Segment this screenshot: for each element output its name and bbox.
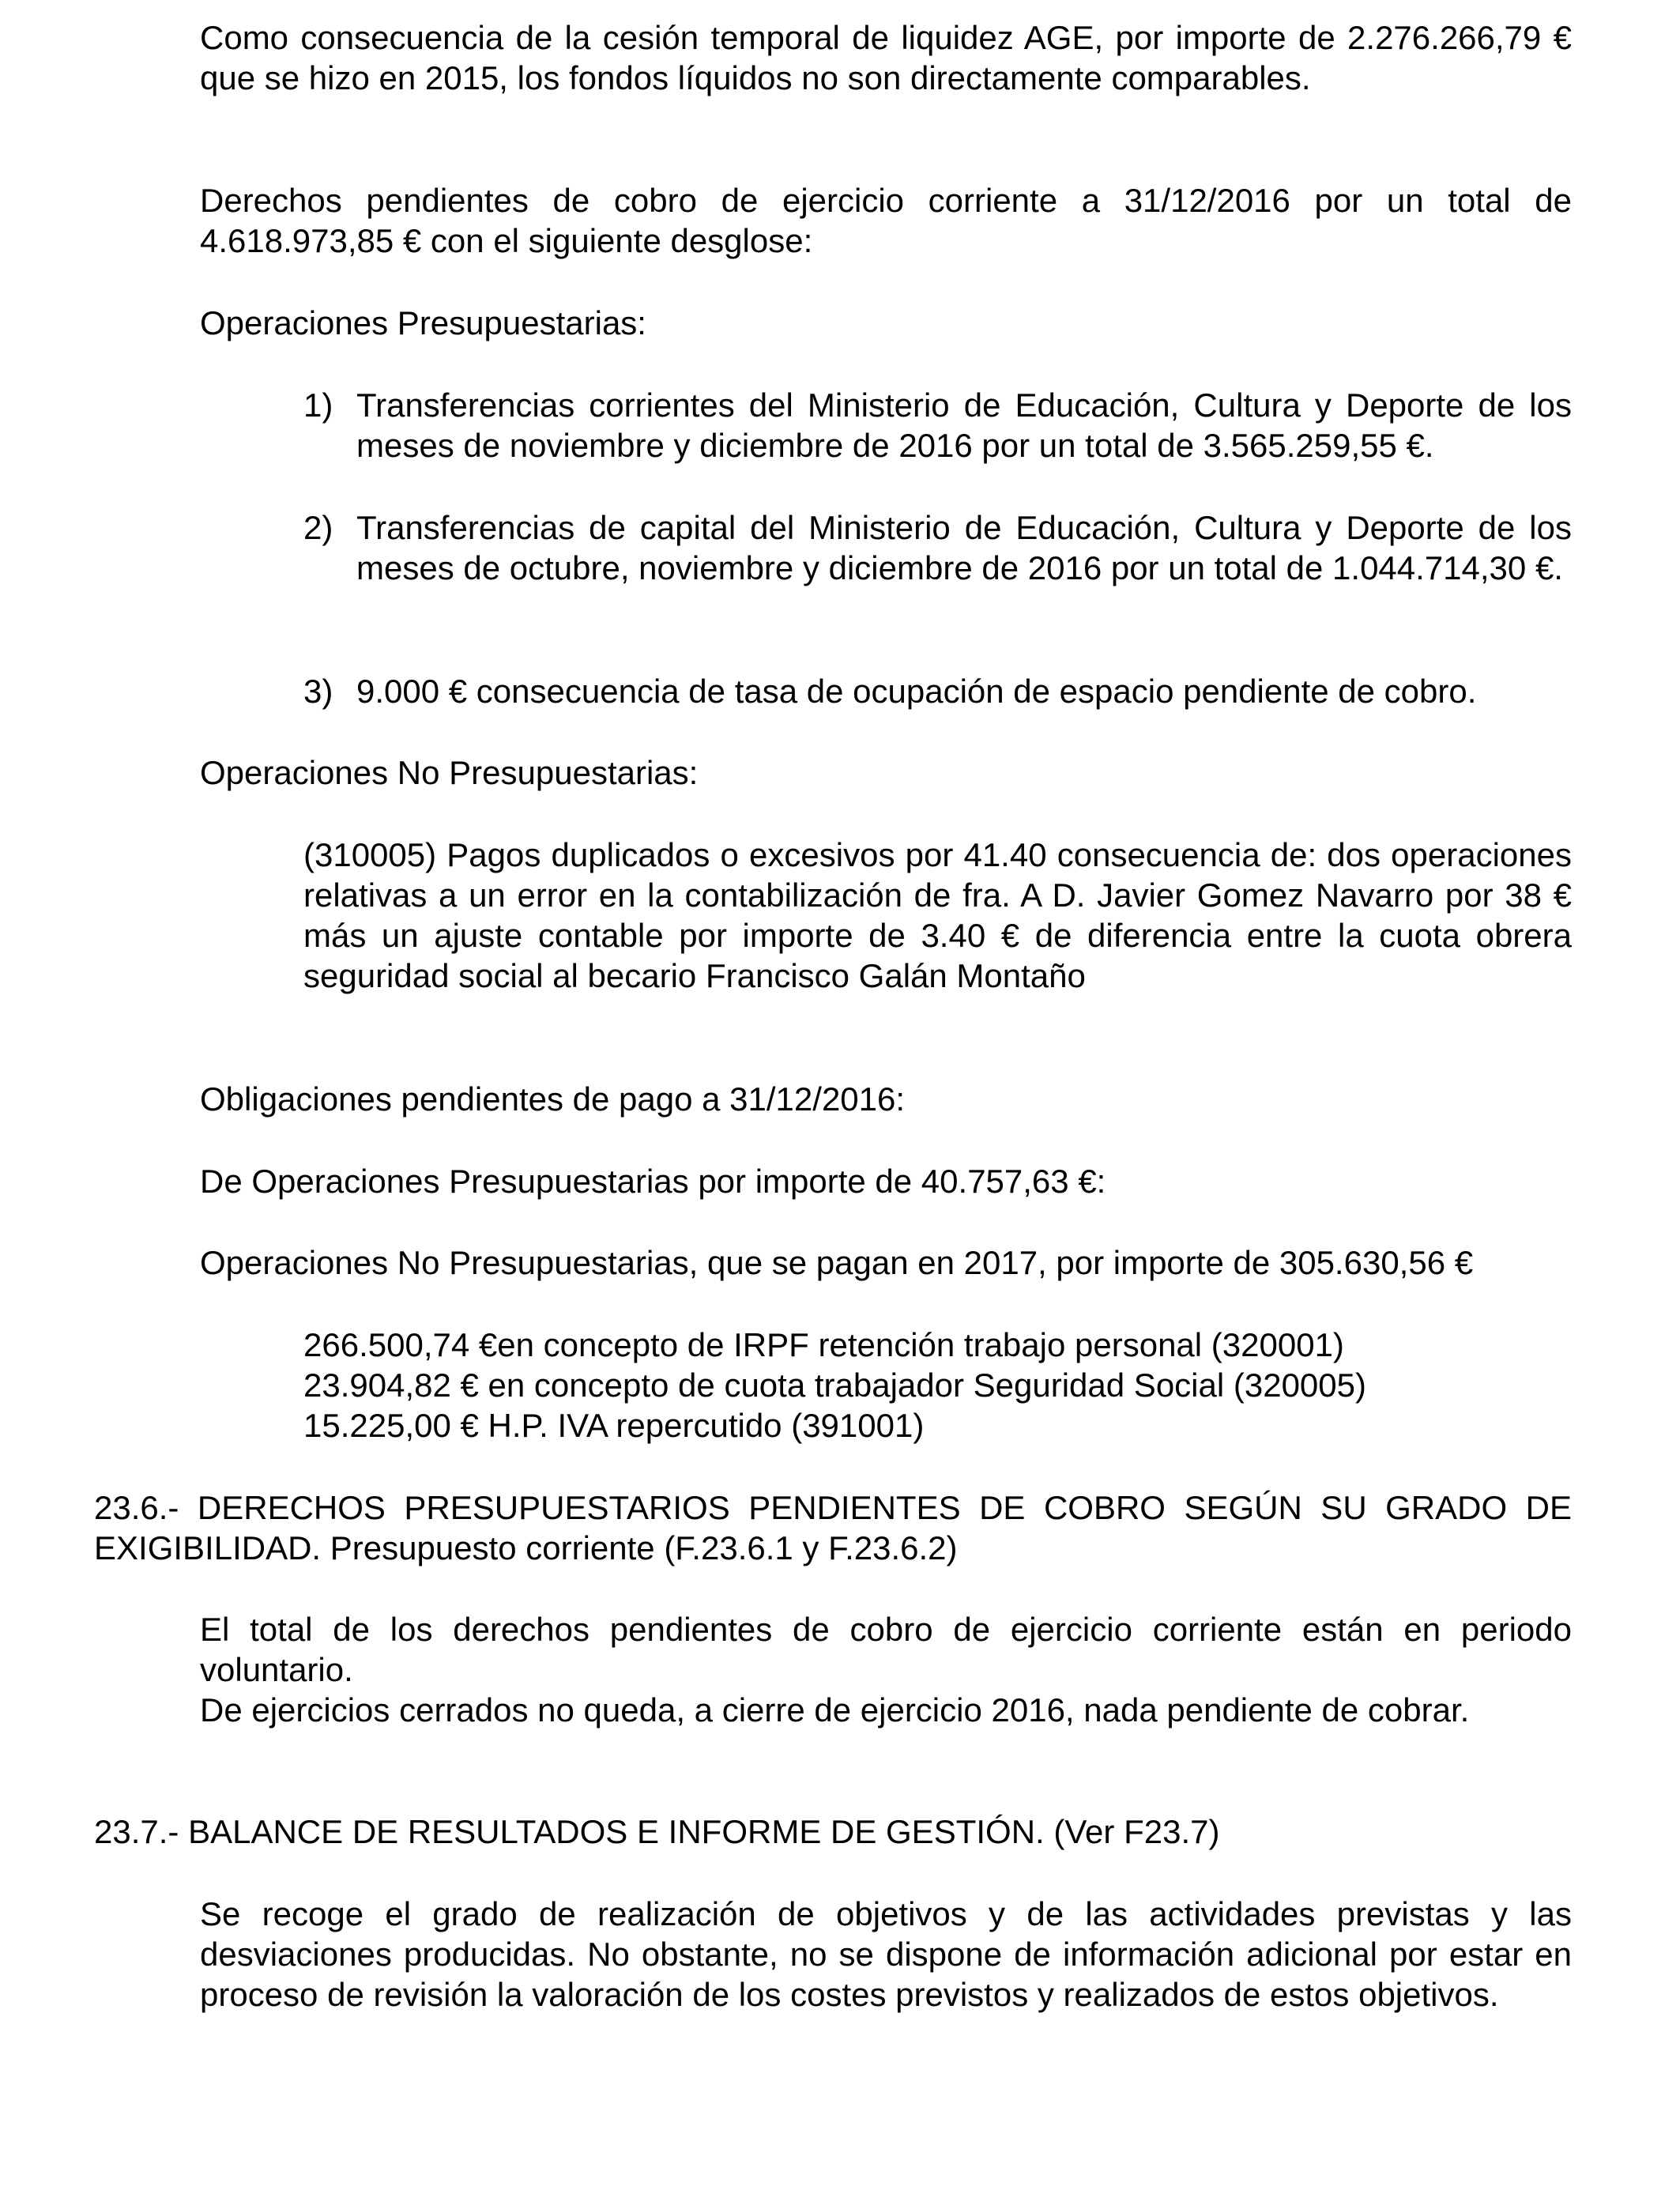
conceptos-list xyxy=(303,1325,1572,1446)
paragraph-cesion-liquidez: Como consecuencia de la cesión temporal de liquidez AGE, por importe de 2.276.266,79 € que se hizo en 2015, los fondos líquidos no son directamente comparables. xyxy=(200,19,1572,96)
concepto-iva: 15.225,00 € H.P. IVA repercutido (391001) xyxy=(303,1407,925,1444)
concepto-seguridad-social: 23.904,82 € en concepto de cuota trabajador Seguridad Social (320005) xyxy=(303,1367,1366,1404)
list-item-number: 2) xyxy=(303,509,333,546)
section-23-6-body xyxy=(200,1609,1572,1730)
section-23-6-paragraph-2: De ejercicios cerrados no queda, a cierre de ejercicio 2016, nada pendiente de cobrar. xyxy=(200,1691,1470,1728)
paragraph-obligaciones-pendientes: Obligaciones pendientes de pago a 31/12/2016: xyxy=(200,1080,906,1118)
paragraph-operaciones-presupuestarias-importe: De Operaciones Presupuestarias por importe de 40.757,63 €: xyxy=(200,1163,1106,1200)
list-item-text: Transferencias corrientes del Ministerio de Educación, Cultura y Deporte de los meses de noviembre y diciembre de 2016 por un total de 3.565.259,55 €. xyxy=(356,386,1572,464)
heading-operaciones-no-presupuestarias: Operaciones No Presupuestarias: xyxy=(200,754,699,791)
heading-operaciones-presupuestarias: Operaciones Presupuestarias: xyxy=(200,304,646,341)
list-item-text: 9.000 € consecuencia de tasa de ocupación de espacio pendiente de cobro. xyxy=(356,673,1477,710)
list-item-number: 3) xyxy=(303,673,333,710)
section-23-6-paragraph-1: El total de los derechos pendientes de cobro de ejercicio corriente están en periodo voluntario. xyxy=(200,1611,1572,1688)
list-item-text: Transferencias de capital del Ministerio de Educación, Cultura y Deporte de los meses de octubre, noviembre y diciembre de 2016 por un total de 1.044.714,30 €. xyxy=(356,509,1572,586)
concepto-irpf: 266.500,74 €en concepto de IRPF retención trabajo personal (320001) xyxy=(303,1326,1344,1363)
section-23-7-paragraph: Se recoge el grado de realización de objetivos y de las actividades previstas y las desviaciones producidas. No obstante, no se dispone de información adicional por estar en proceso de revisión la valoración de los costes previstos y realizados de estos objetivos. xyxy=(200,1895,1572,2013)
paragraph-pagos-duplicados: (310005) Pagos duplicados o excesivos por 41.40 consecuencia de: dos operaciones relativas a un error en la contabilización de fra. A D. Javier Gomez Navarro por 38 € más un ajuste contable por importe de 3.40 € de diferencia entre la cuota obrera seguridad social al becario Francisco Galán Montaño xyxy=(303,836,1572,994)
section-23-6-title: 23.6.- DERECHOS PRESUPUESTARIOS PENDIENTES DE COBRO SEGÚN SU GRADO DE EXIGIBILIDAD. Presupuesto corriente (F.23.6.1 y F.23.6.2) xyxy=(94,1489,1572,1566)
list-item-number: 1) xyxy=(303,386,333,424)
paragraph-operaciones-no-presupuestarias-importe: Operaciones No Presupuestarias, que se pagan en 2017, por importe de 305.630,56 € xyxy=(200,1244,1474,1281)
paragraph-derechos-pendientes: Derechos pendientes de cobro de ejercicio corriente a 31/12/2016 por un total de 4.618.973,85 € con el siguiente desglose: xyxy=(200,182,1572,259)
section-23-7-title: 23.7.- BALANCE DE RESULTADOS E INFORME DE GESTIÓN. (Ver F23.7) xyxy=(94,1813,1220,1850)
